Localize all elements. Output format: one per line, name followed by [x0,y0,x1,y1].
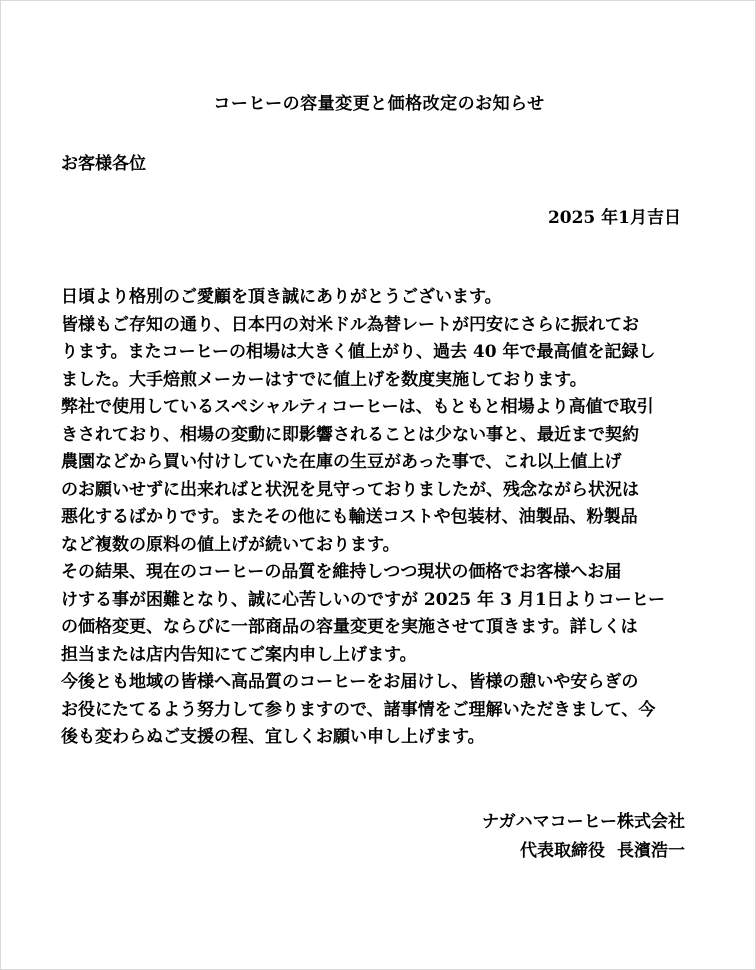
body-line: 弊社で使用しているスペシャルティコーヒーは、もともと相場より高値で取引 [61,397,654,417]
letter-date: 2025 年1月吉日 [547,208,681,228]
body-line: など複数の原料の値上げが続いております。 [61,534,400,555]
body-line: ります。またコーヒーの相場は大きく値上がり、過去 40 年で最高値を記録し [61,342,656,362]
signer-block [520,836,685,861]
body-line: 農園などから買い付けしていた在庫の生豆があった事で、これ以上値上げ [61,452,622,472]
body-line: その結果、現在のコーヒーの品質を維持しつつ現状の価格でお客様へお届 [61,562,622,582]
body-line: 悪化するばかりです。またその他にも輸送コストや包装材、油製品、粉製品 [61,507,638,527]
body-line: 皆様もご存知の通り、日本円の対米ドル為替レートが円安にさらに振れてお [61,314,639,335]
body-line: 担当または店内告知にてご案内申し上げます。 [61,644,417,665]
body-line: 後も変わらぬご支援の程、宜しくお願い申し上げます。 [61,727,485,747]
signer-name: 長濱浩一 [617,841,685,861]
salutation: お客様各位 [61,154,146,174]
body-line: ました。大手焙煎メーカーはすでに値上げを数度実施しております。 [61,369,587,390]
signer-title: 代表取締役 [520,841,605,861]
body-line: お役にたてるよう努力して参りますので、諸事情をご理解いただきまして、今 [61,699,656,720]
letter-body [61,284,689,752]
company-name: ナガハマコーヒー株式会社 [482,812,685,832]
page-title: コーヒーの容量変更と価格改定のお知らせ [213,94,545,114]
body-line: 日頃より格別のご愛顧を頂き誠にありがとうございます。 [61,287,502,307]
body-line: きされており、相場の変動に即影響されることは少ない事と、最近まで契約 [61,424,639,445]
body-line: けする事が困難となり、誠に心苦しいのですが 2025 年 3 月1日よりコーヒー [61,589,665,610]
body-line: のお願いせずに出来ればと状況を見守っておりましたが、残念ながら状況は [61,479,639,500]
body-line: 今後とも地域の皆様へ高品質のコーヒーをお届けし、皆様の憩いや安らぎの [61,672,639,692]
body-line: の価格変更、ならびに一部商品の容量変更を実施させて頂きます。詳しくは [61,617,638,637]
